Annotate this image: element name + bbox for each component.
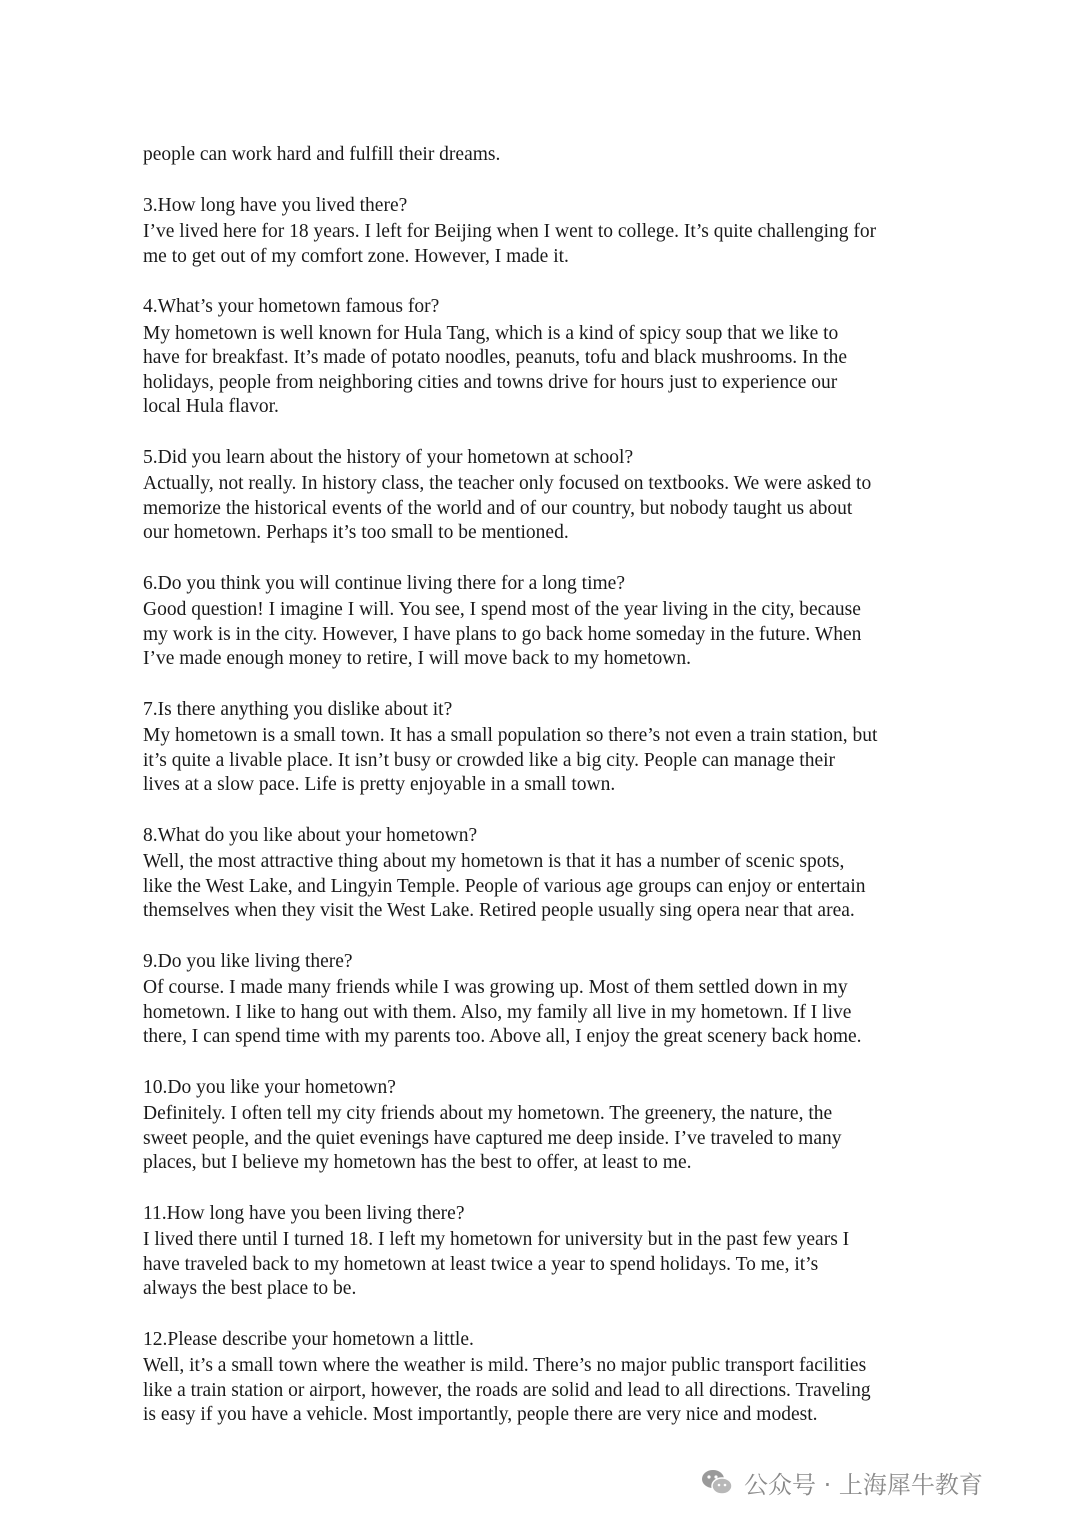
answer-line: sweet people, and the quiet evenings have captured me deep inside. I’ve traveled to many <box>143 1127 842 1149</box>
qa-item-4 <box>143 295 968 420</box>
answer-line: our hometown. Perhaps it’s too small to be mentioned. <box>143 522 569 543</box>
answer-line: Of course. I made many friends while I was growing up. Most of them settled down in my <box>143 977 848 998</box>
question-12: 12.Please describe your hometown a little. <box>143 1328 474 1350</box>
question-6: 6.Do you think you will continue living there for a long time? <box>143 572 625 594</box>
qa-item-9 <box>143 950 968 1050</box>
qa-item-3 <box>143 194 968 270</box>
answer-line: My hometown is well known for Hula Tang, which is a kind of spicy soup that we like to <box>143 322 839 344</box>
answer-line: there, I can spend time with my parents too. Above all, I enjoy the great scenery back home. <box>143 1026 862 1047</box>
answer-line: have traveled back to my hometown at least twice a year to spend holidays. To me, it’s <box>143 1253 819 1275</box>
answer-line: I lived there until I turned 18. I left my hometown for university but in the past few years I <box>143 1229 850 1250</box>
answer-line: me to get out of my comfort zone. However, I made it. <box>143 245 569 267</box>
answer-line: my work is in the city. However, I have plans to go back home someday in the future. When <box>143 623 862 645</box>
answer-line: I’ve made enough money to retire, I will move back to my hometown. <box>143 648 692 669</box>
qa-item-5 <box>143 446 968 546</box>
wechat-icon <box>700 1465 734 1499</box>
answer-line: themselves when they visit the West Lake. Retired people usually sing opera near that area. <box>143 900 855 921</box>
answer-line: it’s quite a livable place. It isn’t busy or crowded like a big city. People can manage their <box>143 749 836 771</box>
qa-item-7 <box>143 698 968 798</box>
answer-line: I’ve lived here for 18 years. I left for Beijing when I went to college. It’s quite challenging for <box>143 221 877 242</box>
qa-item-6 <box>143 572 968 672</box>
question-3: 3.How long have you lived there? <box>143 194 408 216</box>
qa-item-12 <box>143 1328 968 1428</box>
question-9: 9.Do you like living there? <box>143 950 353 972</box>
answer-line: have for breakfast. It’s made of potato noodles, peanuts, tofu and black mushrooms. In the <box>143 347 847 368</box>
answer-line: places, but I believe my hometown has the best to offer, at least to me. <box>143 1152 692 1173</box>
question-11: 11.How long have you been living there? <box>143 1202 465 1224</box>
qa-item-8 <box>143 824 968 924</box>
question-10: 10.Do you like your hometown? <box>143 1076 396 1098</box>
answer-line: holidays, people from neighboring cities and towns drive for hours just to experience our <box>143 371 838 393</box>
answer-line: memorize the historical events of the world and of our country, but nobody taught us about <box>143 497 853 519</box>
intro-paragraph <box>143 143 968 168</box>
answer-line: like the West Lake, and Lingyin Temple. People of various age groups can enjoy or entertain <box>143 875 866 897</box>
answer-line: lives at a slow pace. Life is pretty enjoyable in a small town. <box>143 774 616 795</box>
question-7: 7.Is there anything you dislike about it? <box>143 698 453 720</box>
question-8: 8.What do you like about your hometown? <box>143 824 478 846</box>
answer-line: Actually, not really. In history class, the teacher only focused on textbooks. We were asked to <box>143 473 872 494</box>
qa-item-11 <box>143 1202 968 1302</box>
answer-line: is easy if you have a vehicle. Most importantly, people there are very nice and modest. <box>143 1404 818 1425</box>
question-5: 5.Did you learn about the history of your hometown at school? <box>143 446 634 468</box>
answer-line: Good question! I imagine I will. You see, I spend most of the year living in the city, because <box>143 599 861 620</box>
document-page <box>143 143 968 1454</box>
text-line: people can work hard and fulfill their dreams. <box>143 144 501 165</box>
answer-line: My hometown is a small town. It has a small population so there’s not even a train station, but <box>143 725 878 746</box>
answer-line: Definitely. I often tell my city friends about my hometown. The greenery, the nature, the <box>143 1103 833 1124</box>
qa-item-10 <box>143 1076 968 1176</box>
answer-line: Well, the most attractive thing about my hometown is that it has a number of scenic spots, <box>143 851 845 872</box>
watermark-text: 公众号 · 上海犀牛教育 <box>744 1470 983 1499</box>
watermark <box>700 1462 983 1502</box>
answer-line: local Hula flavor. <box>143 396 279 417</box>
question-4: 4.What’s your hometown famous for? <box>143 296 440 317</box>
answer-line: like a train station or airport, however, the roads are solid and lead to all directions. Traveling <box>143 1379 871 1401</box>
answer-line: Well, it’s a small town where the weather is mild. There’s no major public transport facilities <box>143 1355 867 1376</box>
answer-line: always the best place to be. <box>143 1278 357 1299</box>
answer-line: hometown. I like to hang out with them. Also, my family all live in my hometown. If I live <box>143 1001 852 1023</box>
